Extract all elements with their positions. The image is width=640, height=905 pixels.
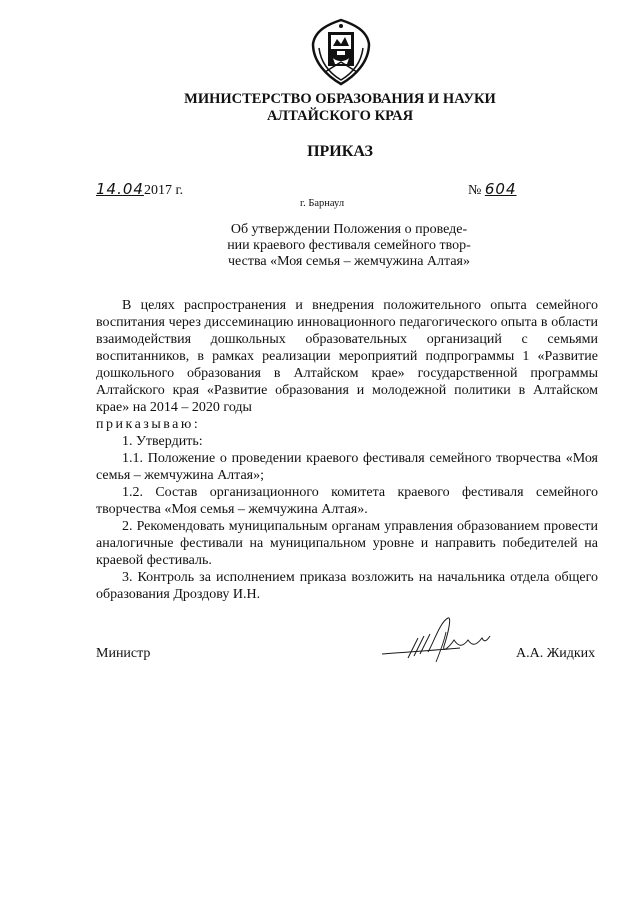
signer-position: Министр [96,646,151,661]
item-2: 2. Рекомендовать муниципальным органам управления образованием провести аналогичные фестивали на муниципальном уровне и направить победителей на краевой фестиваль. [96,519,598,568]
document-type-title: ПРИКАЗ [307,143,373,160]
number-prefix: № [468,183,482,198]
handwritten-date: 14.04 [96,180,144,198]
handwritten-number: 604 [484,180,517,198]
city-name: г. Барнаул [300,198,345,209]
ministry-line-1: МИНИСТЕРСТВО ОБРАЗОВАНИЯ И НАУКИ [184,91,496,107]
preamble-paragraph: В целях распространения и внедрения положительного опыта семейного воспитания через диссеминацию инновационного педагогического опыта в области взаимодействия дошкольных образовательных организаций с семьями воспитанников, в рамках реализации мероприятий подпрограммы 1 «Развитие дошкольного образования в Алтайском крае» государственной программы Алтайского края «Развитие образования и молодежной политики в Алтайском крае» на 2014 – 2020 годы [96,298,598,415]
decree-word: приказываю: [96,417,201,432]
subject-line: чества «Моя семья – жемчужина Алтая» [228,254,470,269]
subject-line: нии краевого фестиваля семейного твор- [227,238,471,253]
subject-line: Об утверждении Положения о проведе- [230,222,468,237]
coat-of-arms-icon [311,18,371,86]
item-1: 1. Утвердить: [122,434,203,449]
ministry-name [150,91,530,125]
order-subject [214,222,484,270]
order-body [96,297,598,603]
handwritten-signature [378,612,508,667]
order-date [96,180,183,199]
item-1-2: 1.2. Состав организационного комитета краевого фестиваля семейного творчества «Моя семья – жемчужина Алтая». [96,485,598,517]
ministry-line-2: АЛТАЙСКОГО КРАЯ [266,108,414,124]
order-year: 2017 г. [143,183,184,198]
item-1-1: 1.1. Положение о проведении краевого фестиваля семейного творчества «Моя семья – жемчужина Алтая»; [96,451,598,483]
item-3: 3. Контроль за исполнением приказа возложить на начальника отдела общего образования Дроздову И.Н. [96,570,598,602]
signer-name: А.А. Жидких [516,646,596,661]
order-number [468,180,517,199]
